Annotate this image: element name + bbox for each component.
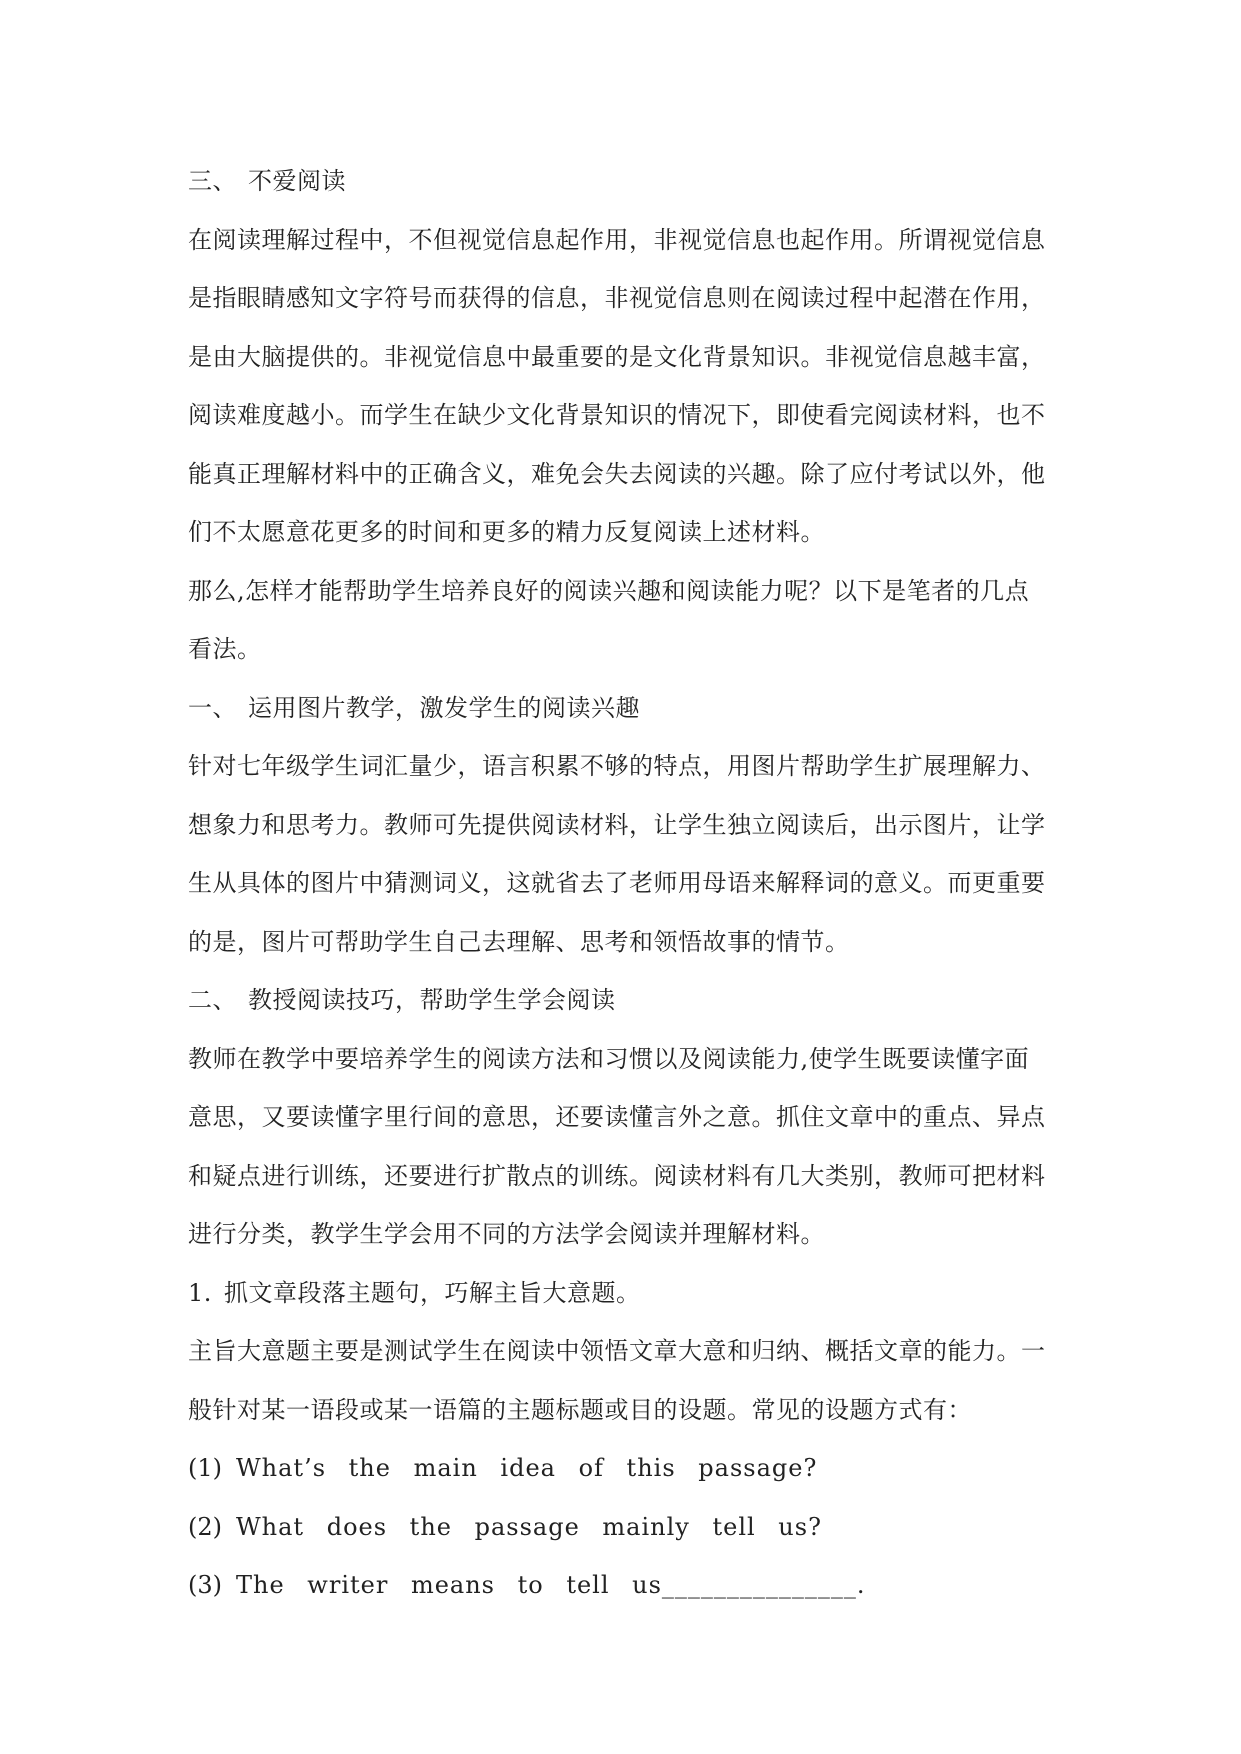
section-title: 运用图片教学，激发学生的阅读兴趣 [248, 693, 640, 722]
item-text: 抓文章段落主题句，巧解主旨大意题。 [224, 1278, 641, 1307]
paragraph-line: 能真正理解材料中的正确含义，难免会失去阅读的兴趣。除了应付考试以外，他 [188, 459, 1046, 488]
example-question [188, 1439, 1058, 1498]
paragraph-line: 进行分类，教学生学会用不同的方法学会阅读并理解材料。 [188, 1220, 825, 1248]
paragraph-line: 们不太愿意花更多的时间和更多的精力反复阅读上述材料。 [188, 518, 825, 546]
section-number: 一、 [188, 693, 237, 722]
paragraph-line: 教师在教学中要培养学生的阅读方法和习惯以及阅读能力,使学生既要读懂字面 [188, 1044, 1030, 1073]
example-number: (2) [188, 1512, 222, 1541]
paragraph-visual-info [188, 211, 1058, 562]
paragraph-line: 般针对某一语段或某一语篇的主题标题或目的设题。常见的设题方式有： [188, 1395, 972, 1424]
paragraph-line: 生从具体的图片中猜测词义，这就省去了老师用母语来解释词的意义。而更重要 [188, 869, 1046, 897]
paragraph-line: 看法。 [188, 635, 262, 663]
numbered-item-1 [188, 1264, 1058, 1323]
section-number: 三、 [188, 167, 237, 195]
paragraph-line: 阅读难度越小。而学生在缺少文化背景知识的情况下，即使看完阅读材料，也不 [188, 401, 1046, 429]
section-title: 不爱阅读 [248, 167, 346, 195]
example-text: The writer means to tell us_______________. [236, 1571, 866, 1599]
paragraph-reading-skills [188, 1030, 1058, 1264]
paragraph-line: 是由大脑提供的。非视觉信息中最重要的是文化背景知识。非视觉信息越丰富， [188, 342, 1046, 371]
document-body [188, 152, 1058, 1615]
paragraph-line: 是指眼睛感知文字符号而获得的信息，非视觉信息则在阅读过程中起潜在作用， [188, 284, 1046, 312]
paragraph-main-idea [188, 1322, 1058, 1439]
paragraph-line: 针对七年级学生词汇量少，语言积累不够的特点，用图片帮助学生扩展理解力、 [188, 752, 1046, 780]
paragraph-line: 在阅读理解过程中，不但视觉信息起作用，非视觉信息也起作用。所谓视觉信息 [188, 225, 1046, 254]
example-text: What’s the main idea of this passage? [236, 1454, 818, 1482]
example-number: (3) [188, 1571, 222, 1599]
paragraph-line: 主旨大意题主要是测试学生在阅读中领悟文章大意和归纳、概括文章的能力。一 [188, 1337, 1046, 1365]
paragraph-line: 想象力和思考力。教师可先提供阅读材料，让学生独立阅读后，出示图片，让学 [188, 810, 1046, 839]
paragraph-line: 意思，又要读懂字里行间的意思，还要读懂言外之意。抓住文章中的重点、异点 [188, 1103, 1046, 1131]
item-number: 1. [188, 1278, 212, 1307]
section-heading-1 [188, 679, 1058, 738]
example-number: (1) [188, 1454, 222, 1482]
section-title: 教授阅读技巧，帮助学生学会阅读 [248, 986, 616, 1014]
example-question [188, 1498, 1058, 1557]
section-heading-3 [188, 152, 1058, 211]
paragraph-pictures [188, 737, 1058, 971]
paragraph-line: 和疑点进行训练，还要进行扩散点的训练。阅读材料有几大类别，教师可把材料 [188, 1161, 1046, 1190]
section-number: 二、 [188, 986, 237, 1014]
example-question-list [188, 1439, 1058, 1615]
paragraph-question [188, 562, 1058, 679]
paragraph-line: 那么,怎样才能帮助学生培养良好的阅读兴趣和阅读能力呢？以下是笔者的几点 [188, 576, 1030, 605]
example-text: What does the passage mainly tell us? [236, 1512, 822, 1541]
example-question [188, 1556, 1058, 1615]
section-heading-2 [188, 971, 1058, 1030]
paragraph-line: 的是，图片可帮助学生自己去理解、思考和领悟故事的情节。 [188, 927, 850, 956]
